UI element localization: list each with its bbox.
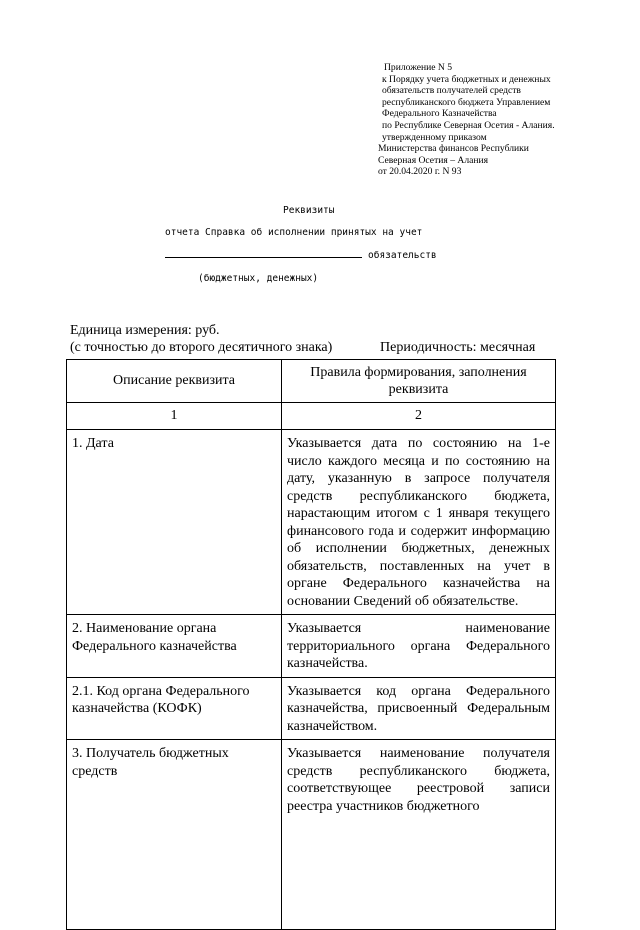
units-block <box>70 322 332 356</box>
appendix-line: Северная Осетия – Алания <box>378 154 489 166</box>
units-line: Единица измерения: руб. <box>70 323 220 338</box>
requisite-rule: Указывается наименование территориального органа Федерального казначейства. <box>282 615 556 678</box>
appendix-line: по Республике Северная Осетия - Алания. <box>382 119 555 131</box>
document-subtitle: отчета Справка об исполнении принятых на учет <box>165 227 423 238</box>
requisite-description: 2.1. Код органа Федерального казначейства (КОФК) <box>67 677 282 740</box>
requisite-description: 1. Дата <box>67 430 282 615</box>
column-number: 1 <box>67 403 282 430</box>
table-row <box>67 430 556 615</box>
appendix-line: утвержденному приказом <box>382 131 487 143</box>
table-row <box>67 740 556 930</box>
periodicity-label: Периодичность: месячная <box>380 340 536 355</box>
appendix-line: Приложение N 5 <box>384 62 453 73</box>
appendix-line: республиканского бюджета Управлением <box>382 96 551 108</box>
precision-line: (с точностью до второго десятичного знака) <box>70 340 333 355</box>
requisite-description: 3. Получатель бюджетных средств <box>67 740 282 930</box>
appendix-line: от 20.04.2020 г. N 93 <box>378 166 462 178</box>
appendix-line: Федерального Казначейства <box>382 108 497 120</box>
column-number-row <box>67 403 556 430</box>
appendix-line: Министерства финансов Республики <box>378 143 529 155</box>
requisite-rule: Указывается наименование получателя средств республиканского бюджета, соответствующее реестровой записи реестра участников бюджетного <box>282 740 556 930</box>
requisite-description: 2. Наименование органа Федерального казначейства <box>67 615 282 678</box>
table-row <box>67 615 556 678</box>
appendix-line: к Порядку учета бюджетных и денежных <box>382 73 551 85</box>
document-title: Реквизиты <box>283 205 335 216</box>
requisites-table <box>66 359 556 930</box>
column-header: Правила формирования, заполнения реквизита <box>282 360 556 403</box>
column-number: 2 <box>282 403 556 430</box>
appendix-block <box>378 62 628 178</box>
table-row <box>67 677 556 740</box>
table-header-row <box>67 360 556 403</box>
obligations-label: обязательств <box>368 250 437 261</box>
requisite-rule: Указывается код органа Федерального казначейства, присвоенный Федеральным казначейством. <box>282 677 556 740</box>
column-header: Описание реквизита <box>67 360 282 403</box>
blank-line <box>165 243 362 258</box>
requisite-rule: Указывается дата по состоянию на 1-е число каждого месяца и по состоянию на дату, указанную в запросе получателя средств республиканского бюджета, нарастающим итогом с 1 января текущего финансового года и содержит информацию об исполнении бюджетных, денежных обязательств, поставленных на учет в органе Федерального казначейства на основании Сведений об обязательстве. <box>282 430 556 615</box>
appendix-line: обязательств получателей средств <box>382 85 521 97</box>
obligation-type-hint: (бюджетных, денежных) <box>198 273 319 284</box>
